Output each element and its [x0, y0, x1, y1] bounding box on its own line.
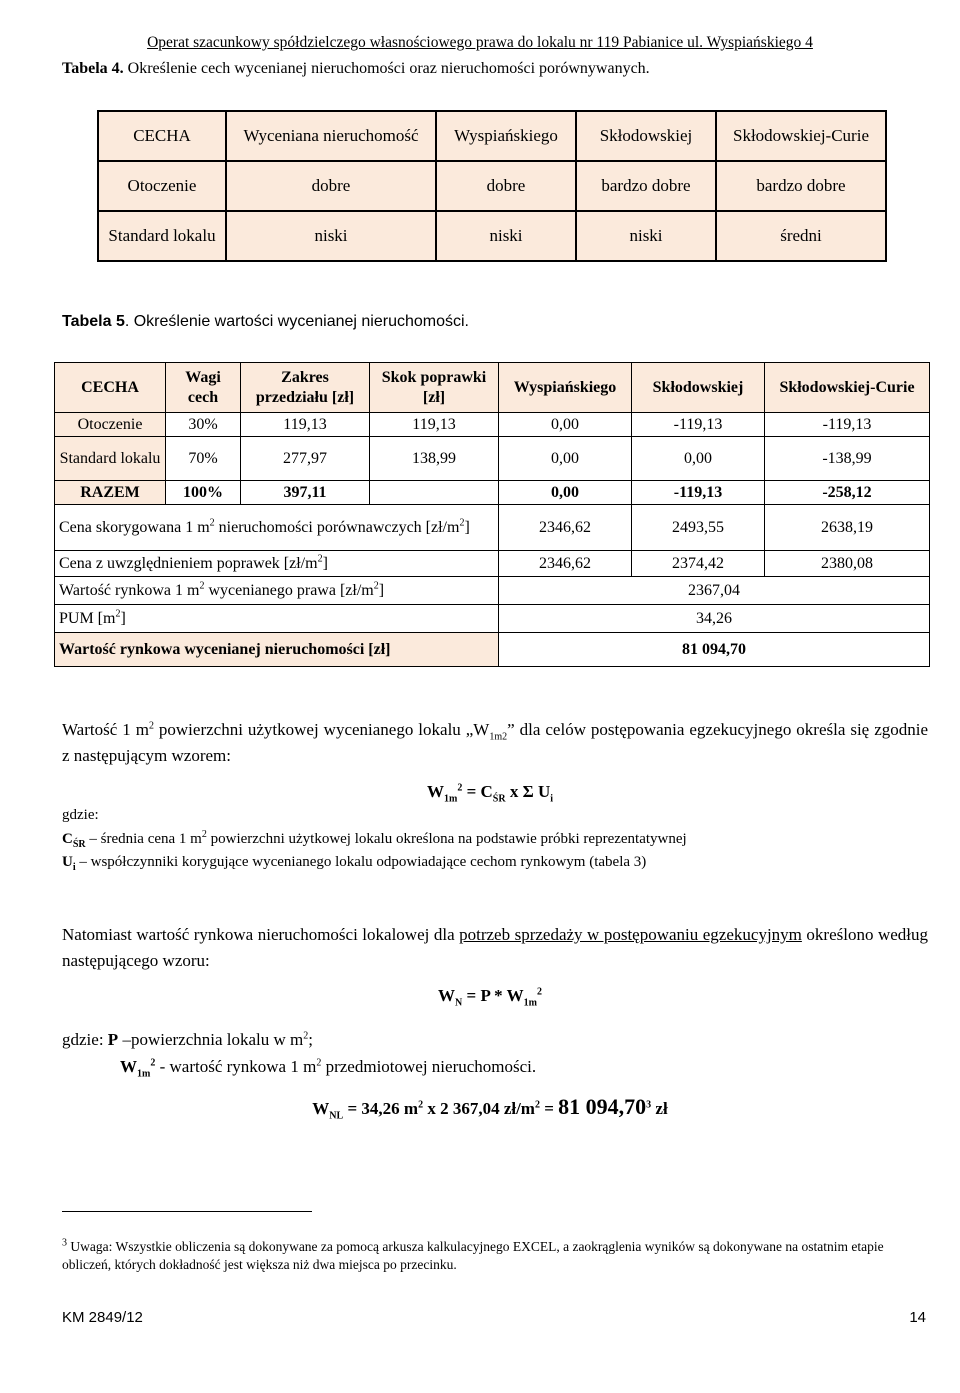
formula-wn	[10, 986, 960, 1009]
table-cell: 0,00	[499, 437, 632, 481]
sub: ŚR	[492, 793, 506, 805]
sub: NL	[329, 1110, 344, 1122]
text: =	[539, 1099, 559, 1118]
sup: 2	[459, 517, 465, 529]
text: W	[426, 782, 444, 801]
footnote-text: Uwaga: Wszystkie obliczenia są dokonywane za pomocą arkusza kalkulacyjnego EXCEL, a zaokrąglenia wyników są dokonywane na ostatnim etapie obliczeń, których dokładność jest większa niż dwa miejsca po przecinku.	[62, 1239, 884, 1272]
wartosc-1m-value: 2367,04	[499, 577, 930, 605]
table-cell	[370, 481, 499, 505]
text: zł	[651, 1099, 668, 1118]
text: powierzchni użytkowej lokalu określona na podstawie próbki reprezentatywnej	[206, 831, 687, 847]
wartosc-total-value: 81 094,70	[499, 633, 930, 667]
text: U	[62, 854, 73, 870]
text: x 2 367,04 zł/m	[423, 1099, 535, 1118]
header-sklodowskiej: Skłodowskiej	[632, 363, 765, 413]
sup: 2	[418, 1099, 424, 1111]
table-cell: 277,97	[241, 437, 370, 481]
sup: 2	[317, 553, 323, 565]
table-cell: Standard lokalu	[55, 437, 166, 481]
table-row	[55, 413, 930, 437]
text: W	[438, 986, 456, 1005]
table4	[97, 110, 887, 262]
definition-u-i	[62, 854, 646, 871]
sup: 2	[199, 580, 205, 592]
text: ;	[308, 1030, 313, 1049]
text: gdzie:	[62, 1030, 108, 1049]
table4-caption-prefix: Tabela 4.	[62, 60, 124, 77]
footnote	[62, 1238, 934, 1274]
sub: i	[550, 793, 554, 805]
table-cell: dobre	[436, 161, 576, 211]
sup: 2	[148, 720, 154, 732]
text: = C	[462, 782, 493, 801]
table-cell: Wyspiańskiego	[436, 111, 576, 161]
table-cell: 30%	[166, 413, 241, 437]
sup: 2	[209, 517, 215, 529]
text: Wartość 1 m	[62, 720, 149, 739]
sub: 1m	[137, 1068, 151, 1080]
document-header: Operat szacunkowy spółdzielczego własnościowego prawa do lokalu nr 119 Pabianice ul. Wyspiańskiego 4	[147, 34, 813, 51]
table-row	[55, 605, 930, 633]
table-cell: 2380,08	[765, 551, 930, 577]
table-cell: 2346,62	[499, 551, 632, 577]
text: przedmiotowej nieruchomości.	[321, 1057, 537, 1076]
table-cell: niski	[436, 211, 576, 261]
footnote-separator	[62, 1211, 312, 1212]
text: = P * W	[462, 986, 524, 1005]
table-cell: dobre	[226, 161, 436, 211]
header-zakres: Zakres przedziału [zł]	[241, 363, 370, 413]
text: ” dla celów postępowania egzekucyjnego określa się zgodnie z następującym wzorem:	[62, 720, 929, 765]
text: W	[312, 1099, 330, 1118]
table4-caption-text: Określenie cech wycenianej nieruchomości oraz nieruchomości porównywanych.	[123, 60, 650, 77]
table4-caption	[62, 60, 650, 78]
label-part: ]	[464, 519, 470, 536]
table-cell: 2638,19	[765, 505, 930, 551]
table5	[54, 362, 930, 667]
cena-skorygowana-label	[55, 505, 499, 551]
table-cell: 119,13	[241, 413, 370, 437]
sup: 2	[316, 1057, 322, 1069]
table-cell: -119,13	[765, 413, 930, 437]
table-row	[98, 161, 886, 211]
table-cell: Otoczenie	[55, 413, 166, 437]
table-cell: 70%	[166, 437, 241, 481]
table-cell: -119,13	[632, 413, 765, 437]
paragraph-wartosc-1m	[62, 717, 928, 769]
table5-caption-text: . Określenie wartości wycenianej nieruchomości.	[124, 313, 469, 330]
text: – średnia cena 1 m	[85, 831, 202, 847]
sup: 2	[201, 829, 207, 840]
table-cell: 0,00	[499, 413, 632, 437]
sub: i	[72, 862, 76, 873]
text: określono według następującego wzoru:	[62, 925, 928, 970]
text: 81 094,70	[558, 1094, 647, 1119]
footer-reference: KM 2849/12	[62, 1309, 143, 1326]
formula-wnl	[10, 1094, 960, 1120]
header-wagi: Wagi cech	[166, 363, 241, 413]
table-cell: Otoczenie	[98, 161, 226, 211]
table-cell: -138,99	[765, 437, 930, 481]
label-part: ]	[378, 581, 385, 599]
table-row	[98, 211, 886, 261]
sup: 2	[536, 986, 542, 998]
text: W	[120, 1057, 137, 1076]
text: C	[62, 831, 73, 847]
gdzie-p	[62, 1030, 313, 1050]
pum-label	[55, 605, 499, 633]
table-cell: Standard lokalu	[98, 211, 226, 261]
table-cell: 0,00	[632, 437, 765, 481]
sup: 2	[373, 580, 379, 592]
sub: 1m2	[489, 731, 508, 743]
sup: 2	[457, 782, 463, 794]
table-row	[55, 505, 930, 551]
table-header-row	[55, 363, 930, 413]
label-part: nieruchomości porównawczych [zł/m	[214, 519, 460, 536]
table-cell: -119,13	[632, 481, 765, 505]
text: powierzchni użytkowej wycenianego lokalu „W	[153, 720, 490, 739]
table-cell: 100%	[166, 481, 241, 505]
label-part: ]	[322, 554, 328, 572]
sub: ŚR	[72, 839, 86, 850]
sub: N	[455, 997, 463, 1009]
wartosc-total-label: Wartość rynkowa wycenianej nieruchomości [zł]	[55, 633, 499, 667]
table-cell: Wyceniana nieruchomość	[226, 111, 436, 161]
table-cell: RAZEM	[55, 481, 166, 505]
table-row-total	[55, 633, 930, 667]
label-part: Wartość rynkowa 1 m	[59, 581, 200, 599]
text: - wartość rynkowa 1 m	[155, 1057, 317, 1076]
text: Natomiast wartość rynkowa nieruchomości lokalowej dla	[62, 925, 460, 944]
text: – współczynniki korygujące wycenianego lokalu odpowiadające cechom rynkowym (tabela 3)	[75, 854, 647, 870]
footnote-number: 3	[62, 1237, 67, 1249]
cena-uwzglednieniem-label	[55, 551, 499, 577]
table-cell: 397,11	[241, 481, 370, 505]
paragraph-egzekucja	[62, 922, 928, 974]
table-cell: -258,12	[765, 481, 930, 505]
text: = 34,26 m	[343, 1099, 419, 1118]
header-cecha: CECHA	[55, 363, 166, 413]
table-cell: niski	[576, 211, 716, 261]
table-cell: średni	[716, 211, 886, 261]
table-row	[55, 577, 930, 605]
sub: 1m	[443, 793, 458, 805]
table5-caption	[62, 313, 469, 331]
table-cell: bardzo dobre	[576, 161, 716, 211]
table-cell: 2346,62	[499, 505, 632, 551]
header-sklodowskiej-curie: Skłodowskiej-Curie	[765, 363, 930, 413]
sup: 2	[303, 1030, 309, 1042]
sup: 2	[150, 1057, 156, 1069]
table-row-razem	[55, 481, 930, 505]
table-row	[55, 551, 930, 577]
underlined-text: potrzeb sprzedaży w postępowaniu egzekucyjnym	[459, 925, 802, 944]
label-part: ]	[120, 609, 126, 627]
sup: 2	[534, 1099, 540, 1111]
wartosc-1m-label	[55, 577, 499, 605]
gdzie-w1m	[120, 1057, 537, 1080]
table-cell: 2374,42	[632, 551, 765, 577]
sub: 1m	[523, 997, 537, 1009]
table-row	[55, 437, 930, 481]
label-part: Cena skorygowana 1 m	[59, 519, 210, 536]
table-cell: bardzo dobre	[716, 161, 886, 211]
table5-caption-prefix: Tabela 5	[62, 313, 125, 330]
page-number: 14	[909, 1309, 926, 1326]
footnote-ref: 3	[646, 1099, 652, 1111]
table-cell: CECHA	[98, 111, 226, 161]
table-cell: Skłodowskiej	[576, 111, 716, 161]
table-cell: niski	[226, 211, 436, 261]
text: x Σ U	[505, 782, 551, 801]
sup: 2	[115, 608, 121, 620]
label-part: Cena z uwzględnieniem poprawek [zł/m	[59, 554, 318, 572]
table-cell: 0,00	[499, 481, 632, 505]
formula-w1m	[10, 782, 960, 805]
text: P	[107, 1030, 119, 1049]
gdzie-label: gdzie:	[62, 807, 99, 823]
table-cell: 119,13	[370, 413, 499, 437]
table-cell: 138,99	[370, 437, 499, 481]
pum-value: 34,26	[499, 605, 930, 633]
label-part: wycenianego prawa [zł/m	[204, 581, 374, 599]
table-row	[98, 111, 886, 161]
table-cell: 2493,55	[632, 505, 765, 551]
definition-c-sr	[62, 831, 687, 848]
text: –powierzchnia lokalu w m	[118, 1030, 304, 1049]
table-cell: Skłodowskiej-Curie	[716, 111, 886, 161]
label-part: PUM [m	[59, 609, 116, 627]
header-skok: Skok poprawki [zł]	[370, 363, 499, 413]
header-wyspianskiego: Wyspiańskiego	[499, 363, 632, 413]
